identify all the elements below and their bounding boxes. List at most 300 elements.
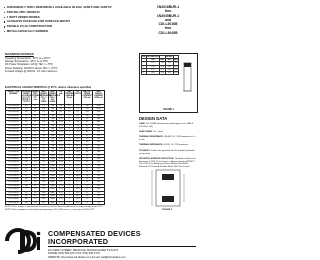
table-cell: 5	[65, 154, 74, 157]
table-cell: 250	[39, 194, 48, 197]
table-cell: 27	[21, 151, 31, 154]
table-cell: 17	[31, 131, 39, 134]
design-data-item	[139, 144, 196, 147]
table-cell: 4.5	[31, 178, 39, 181]
table-cell: 0.25	[57, 158, 65, 161]
maximum-ratings	[5, 52, 75, 73]
table-cell: 2.8	[31, 194, 39, 197]
design-data-item	[139, 150, 196, 156]
table-cell: 700	[48, 127, 57, 130]
part-number-line: CDLL3045B	[158, 30, 178, 35]
table-cell: 580	[93, 127, 105, 130]
table-cell: 95	[82, 117, 93, 120]
table-cell: 0.25	[57, 144, 65, 147]
table-cell: 85	[82, 121, 93, 124]
table-cell: 1010	[93, 107, 105, 110]
table-cell: 5	[65, 138, 74, 141]
table-cell: 16	[82, 178, 93, 181]
table-cell: 5	[65, 124, 74, 127]
table-cell: 7.0	[31, 161, 39, 164]
table-header-cell: MAX DC ZENER CURRENT IZM mA	[82, 91, 93, 105]
table-cell: 85	[93, 194, 105, 197]
table-cell: 700	[48, 114, 57, 117]
table-row	[6, 201, 105, 204]
design-data-text: The Axial Coefficient of Expansion (COE) Of this Device is Approximately ±6PPM/°C. The COE of the Mounting Surface System Should Be Selected To Provide A Suitable Match With This Device.	[139, 157, 196, 169]
table-cell: 25	[39, 148, 48, 151]
design-data-text: (ZθJX): 10 °C/W maximum	[163, 144, 189, 147]
table-cell: 10	[65, 107, 74, 110]
table-cell: 21	[31, 124, 39, 127]
design-data-text: Tin / Lead	[153, 131, 163, 134]
table-cell: 5	[65, 161, 74, 164]
table-cell: 91	[21, 194, 31, 197]
design-data-label: THERMAL IMPEDANCE:	[139, 144, 164, 147]
table-cell: CDLL3031B	[6, 154, 22, 157]
table-cell: CDLL3028B	[6, 144, 22, 147]
table-cell: 11.4	[74, 131, 82, 134]
company-name: COMPENSATED DEVICES INCORPORATED	[48, 229, 141, 247]
table-cell: 70	[39, 168, 48, 171]
table-cell: 9.5	[31, 151, 39, 154]
table-cell: CDLL3022B	[6, 124, 22, 127]
table-cell: 5.5	[31, 171, 39, 174]
table-cell: 56.0	[74, 188, 82, 191]
dimension-cell: INCHES	[165, 56, 173, 59]
dimension-cell: 4.57	[146, 68, 160, 71]
table-cell: CDLL3041B	[6, 188, 22, 191]
table-cell: 11	[82, 191, 93, 194]
table-cell: 55	[82, 134, 93, 137]
table-cell: CDLL3035B	[6, 168, 22, 171]
bullet-dot	[4, 7, 5, 8]
table-cell: 750	[48, 148, 57, 151]
table-cell: CDLL3019B	[6, 114, 22, 117]
feature-list	[4, 6, 122, 35]
table-cell: 160	[93, 171, 105, 174]
table-cell: 4.0	[39, 107, 48, 110]
table-cell: 80	[82, 124, 93, 127]
table-cell: 5	[65, 151, 74, 154]
table-cell: 23	[82, 164, 93, 167]
table-cell: CDLL3026B	[6, 138, 22, 141]
dimension-cell: .105	[174, 62, 178, 65]
dimension-cell: 0.58	[160, 72, 165, 75]
table-cell: 6.8	[21, 104, 31, 107]
table-cell: 100	[21, 198, 31, 201]
table-cell: 690	[93, 121, 105, 124]
feature-item	[4, 11, 122, 15]
figure-2-label: FIGURE 2	[161, 209, 173, 211]
feature-text: LEADLESS PACKAGE FOR SURFACE MOUNT	[6, 19, 71, 24]
feature-text: 1N3016BUR-1 THRU 1N3045BUR-1 AVAILABLE IN JAN, JANTX AND JANTXV	[6, 5, 112, 9]
design-data-label: LEAD FINISH:	[139, 131, 154, 134]
table-cell: 12.2	[74, 134, 82, 137]
dimension-table	[141, 55, 179, 75]
table-cell: 10	[65, 111, 74, 114]
bullet-dot	[4, 17, 5, 18]
table-cell: 8	[82, 201, 93, 204]
table-header-cell: MAX REVERSE LEAKAGE IR µA	[65, 91, 74, 105]
table-cell: 105	[82, 114, 93, 117]
table-cell: 18.2	[74, 148, 82, 151]
table-header-cell: MAX SURGE CURRENT IZSM mA	[93, 91, 105, 105]
table-cell: 350	[39, 198, 48, 201]
company-address-block	[48, 249, 126, 259]
table-cell: CDLL3025B	[6, 134, 22, 137]
figure-1-label: FIGURE 1	[163, 109, 174, 111]
table-cell: 5.7	[74, 107, 82, 110]
table-cell: 62	[21, 181, 31, 184]
table-cell: 0.25	[57, 178, 65, 181]
dimension-cell: MILLIMETERS	[147, 56, 159, 59]
table-cell: 83.6	[74, 201, 82, 204]
table-cell: 1000	[48, 161, 57, 164]
table-cell: 0.25	[57, 151, 65, 154]
dimension-cell: P	[143, 65, 145, 68]
table-cell: 700	[48, 124, 57, 127]
design-data-item	[139, 131, 196, 134]
table-cell: CDLL3021B	[6, 121, 22, 124]
table-cell: 7.5	[21, 107, 31, 110]
part-number-line: 1N3016BUR-1	[156, 5, 180, 9]
table-cell: 135	[93, 178, 105, 181]
table-cell: 0.25	[57, 141, 65, 144]
table-cell: 450	[39, 201, 48, 204]
dimension-cell: L	[143, 72, 145, 75]
table-cell: 25	[31, 117, 39, 120]
table-cell: 3000	[48, 191, 57, 194]
table-cell: 5	[65, 131, 74, 134]
dimension-cell: MIN	[165, 59, 173, 62]
table-cell: 16	[21, 134, 31, 137]
table-cell: 0.25	[57, 117, 65, 120]
table-cell: 5	[65, 117, 74, 120]
table-cell: 125	[82, 107, 93, 110]
table-cell: CDLL3030B	[6, 151, 22, 154]
table-cell: 0.25	[57, 184, 65, 187]
dimension-cell: D	[143, 62, 145, 65]
bullet-dot	[4, 26, 5, 27]
table-cell: 1500	[48, 171, 57, 174]
table-cell: CDLL3027B	[6, 141, 22, 144]
table-cell: 31	[31, 111, 39, 114]
table-cell: 700	[48, 134, 57, 137]
table-cell: 11	[21, 121, 31, 124]
table-cell: 4.5	[39, 111, 48, 114]
table-cell: 35.8	[74, 171, 82, 174]
table-cell: 760	[93, 117, 105, 120]
table-cell: 14	[31, 138, 39, 141]
table-cell: 45	[82, 141, 93, 144]
table-cell: 0.25	[57, 138, 65, 141]
table-header-cell: NOMINAL ZENER VOLTAGE VZ @ IZT (NOTE 1) VOLTS	[22, 91, 31, 104]
dimension-cell: .023	[174, 72, 178, 75]
feature-text: 1 WATT ZENER DIODES	[6, 14, 40, 19]
table-cell: 315	[93, 148, 105, 151]
part-number-line: 1N3045BUR-1	[156, 13, 180, 18]
table-cell: 2000	[48, 184, 57, 187]
table-cell: 7.5	[31, 158, 39, 161]
table-cell: 28	[31, 114, 39, 117]
table-cell: 70	[93, 201, 105, 204]
table-cell: CDLL3039B	[6, 181, 22, 184]
table-header-cell: ZENER TEST CURRENT IZT mA	[31, 91, 39, 105]
table-cell: 2000	[48, 181, 57, 184]
table-cell: 110	[39, 178, 48, 181]
table-cell: 6.9	[74, 114, 82, 117]
table-cell: CDLL3020B	[6, 117, 22, 120]
feature-text: DOUBLE PLUG CONSTRUCTION	[6, 24, 52, 29]
table-cell: 115	[82, 111, 93, 114]
dimension-cell: .019	[165, 65, 173, 68]
dimension-cell: MIN	[146, 59, 160, 62]
footer-rule	[48, 246, 196, 247]
table-cell: CDLL3038B	[6, 178, 22, 181]
max-ratings-title: MAXIMUM RATINGS	[5, 52, 34, 56]
table-cell: 5.0	[31, 174, 39, 177]
table-cell: 7.5	[65, 114, 74, 117]
table-cell: CDLL3040B	[6, 184, 22, 187]
table-cell: 200	[39, 191, 48, 194]
max-rating-line: Operating Temperature: -65°C to +175°C	[5, 57, 51, 60]
table-cell: CDLL3045B	[6, 201, 22, 204]
table-cell: 75	[21, 188, 31, 191]
table-cell: 30	[21, 154, 31, 157]
table-cell: 13	[21, 127, 31, 130]
table-cell: 0.25	[57, 127, 65, 130]
table-cell: 34	[82, 151, 93, 154]
table-cell: CDLL3037B	[6, 174, 22, 177]
table-cell: 13	[82, 184, 93, 187]
table-cell: 3000	[48, 194, 57, 197]
table-cell: 5.0	[39, 114, 48, 117]
max-rating-line: DC Power Dissipation: 1W @ TEC = +75°C	[5, 63, 54, 67]
feature-item	[4, 30, 122, 34]
table-cell: 18	[21, 138, 31, 141]
table-cell: 12	[21, 124, 31, 127]
table-cell: 2.5	[31, 198, 39, 201]
design-data-text: (RθJEC) 55 °C/W maximum at L = 0 inch	[139, 136, 196, 142]
part-number-line: and	[164, 17, 172, 22]
table-cell: 5	[65, 164, 74, 167]
table-cell: 56	[21, 178, 31, 181]
table-cell: 68	[21, 184, 31, 187]
table-cell: 75	[93, 198, 105, 201]
table-cell: 145	[93, 174, 105, 177]
table-cell: 12.5	[31, 141, 39, 144]
table-cell: CDLL3034B	[6, 164, 22, 167]
table-cell: CDLL3032B	[6, 158, 22, 161]
table-cell: CDLL3017B	[6, 107, 22, 110]
table-cell: CDLL3023B	[6, 127, 22, 130]
dimension-cell: .180	[165, 68, 173, 71]
table-cell: 0.25	[57, 121, 65, 124]
dimension-cell: 0.58	[160, 65, 165, 68]
table-header-cell: MAX ZENER IMPEDANCE ZZK @ IZK OHMS	[48, 91, 61, 104]
table-cell: 175	[93, 168, 105, 171]
table-cell: 20	[21, 141, 31, 144]
table-cell: 10	[21, 117, 31, 120]
table-cell: 345	[93, 144, 105, 147]
table-cell: 8.4	[74, 121, 82, 124]
table-cell: CDLL3024B	[6, 131, 22, 134]
table-cell: 9	[82, 198, 93, 201]
table-cell: 0.25	[57, 194, 65, 197]
table-cell: 0.25	[57, 198, 65, 201]
table-cell: 700	[48, 111, 57, 114]
dimension-cell: .023	[174, 65, 178, 68]
table-cell: 5	[65, 201, 74, 204]
table-cell: 5	[65, 194, 74, 197]
table-cell: CDLL3036B	[6, 171, 22, 174]
table-cell: 750	[48, 141, 57, 144]
table-cell: 5	[65, 141, 74, 144]
table-cell: 20	[39, 138, 48, 141]
part-number-block	[140, 5, 196, 35]
table-cell: 0.25	[57, 148, 65, 151]
table-cell: 1000	[48, 154, 57, 157]
table-cell: 9.1	[74, 124, 82, 127]
table-cell: 70	[82, 127, 93, 130]
table-cell: 22	[39, 141, 48, 144]
table-cell: 50	[82, 138, 93, 141]
table-cell: 5	[65, 171, 74, 174]
table-cell: 5	[65, 144, 74, 147]
table-cell: 22	[21, 144, 31, 147]
table-cell: 3.0	[31, 191, 39, 194]
table-cell: 5	[65, 184, 74, 187]
diode-outline-drawing	[183, 60, 192, 94]
dimension-cell: 0.48	[146, 65, 160, 68]
table-cell: 0.25	[57, 154, 65, 157]
table-cell: 14	[82, 181, 93, 184]
table-cell: 750	[48, 138, 57, 141]
table-cell: 750	[48, 144, 57, 147]
table-cell: 8.5	[31, 154, 39, 157]
table-cell: 700	[48, 107, 57, 110]
table-cell: 43	[21, 168, 31, 171]
table-cell: 42.6	[74, 178, 82, 181]
table-cell: 15.2	[74, 141, 82, 144]
table-cell: CDLL3016B	[6, 104, 22, 107]
table-cell: 110	[21, 201, 31, 204]
table-cell: 1000	[48, 158, 57, 161]
table-cell: 39	[21, 164, 31, 167]
table-cell: 5	[65, 181, 74, 184]
table-cell: 40	[39, 154, 48, 157]
table-cell: CDLL3018B	[6, 111, 22, 114]
table-cell: 700	[48, 117, 57, 120]
electrical-title: ELECTRICAL CHARACTERISTICS @ 25°C, unless otherwise specified	[5, 86, 92, 89]
dimension-cell: MAX	[173, 59, 178, 62]
table-header-cell: VR VOLTS	[74, 91, 82, 105]
table-cell: 470	[93, 134, 105, 137]
table-cell: 37	[31, 104, 39, 107]
table-cell: 5	[65, 158, 74, 161]
table-cell: 150	[39, 184, 48, 187]
table-notes	[5, 206, 105, 211]
electrical-table	[5, 90, 105, 205]
table-cell: 27.4	[74, 161, 82, 164]
table-note: NOTE 2 Zener impedance is derived by superimposing on IZT a 60Hz rms a.c. current equal to 10% of IZT.	[5, 208, 95, 211]
dimension-cell: G	[143, 68, 145, 71]
table-cell: 0.25	[57, 171, 65, 174]
table-cell: 110	[93, 184, 105, 187]
table-cell: 0.5	[57, 114, 65, 117]
dimension-cell: .019	[165, 71, 173, 74]
table-cell: 38	[82, 148, 93, 151]
bullet-dot	[4, 12, 5, 13]
table-cell: 62.2	[74, 191, 82, 194]
dimension-cell: MAX	[160, 59, 165, 62]
dimension-cell: 0.48	[146, 71, 160, 74]
dimension-cell: 5.21	[160, 68, 165, 71]
table-cell: 11.5	[31, 144, 39, 147]
table-cell: 250	[93, 154, 105, 157]
table-cell: 0.5	[57, 111, 65, 114]
table-cell: 5	[65, 188, 74, 191]
table-cell: 2.3	[31, 201, 39, 204]
table-cell: 3.5	[39, 104, 48, 107]
table-cell: 1000	[48, 164, 57, 167]
table-cell: 34	[31, 107, 39, 110]
table-cell: 47	[21, 171, 31, 174]
table-cell: 20.6	[74, 151, 82, 154]
table-cell: 14	[39, 131, 48, 134]
table-cell: 8.2	[21, 111, 31, 114]
table-cell: 0.25	[57, 168, 65, 171]
bullet-dot	[4, 31, 5, 32]
dimension-cell: .205	[174, 68, 178, 71]
table-cell: CDLL3033B	[6, 161, 22, 164]
design-data-label: MOUNTING SURFACE SELECTION:	[139, 157, 175, 160]
table-cell: 36	[21, 161, 31, 164]
table-cell: 100	[93, 188, 105, 191]
table-cell: 4000	[48, 201, 57, 204]
table-cell: 15.5	[31, 134, 39, 137]
design-data-label: THERMAL RESISTANCE:	[139, 136, 165, 139]
table-cell: 0.25	[57, 201, 65, 204]
table-cell: 750	[48, 151, 57, 154]
table-cell: 5.2	[74, 104, 82, 107]
design-data-label: CASE:	[139, 123, 147, 125]
feature-text: PER MIL-PRF-19500/115	[6, 9, 40, 14]
table-cell: 5	[65, 174, 74, 177]
table-cell: 22.8	[74, 154, 82, 157]
table-cell: 0.25	[57, 131, 65, 134]
max-rating-line: Forward Voltage @ 200mA: 1.5 volts maximum	[5, 69, 58, 73]
table-cell: 40	[82, 144, 93, 147]
design-data-label: POLARITY:	[139, 149, 151, 152]
table-cell: 420	[93, 138, 105, 141]
table-cell: 7.6	[74, 117, 82, 120]
table-cell: 13.7	[74, 138, 82, 141]
table-header-cell: JEDEC TYPE NUMBER	[6, 91, 22, 105]
table-cell: CDLL3044B	[6, 198, 22, 201]
table-cell: 700	[48, 121, 57, 124]
table-cell: 140	[82, 104, 93, 107]
table-cell: 9.1	[21, 114, 31, 117]
table-cell: 1500	[48, 168, 57, 171]
table-cell: 9.0	[39, 124, 48, 127]
table-cell: 175	[39, 188, 48, 191]
table-cell: 5	[65, 134, 74, 137]
table-cell: CDLL3043B	[6, 194, 22, 197]
table-cell: 76.0	[74, 198, 82, 201]
bullet-dot	[4, 21, 5, 22]
table-cell: 6.2	[74, 111, 82, 114]
table-cell: CDLL3029B	[6, 148, 22, 151]
